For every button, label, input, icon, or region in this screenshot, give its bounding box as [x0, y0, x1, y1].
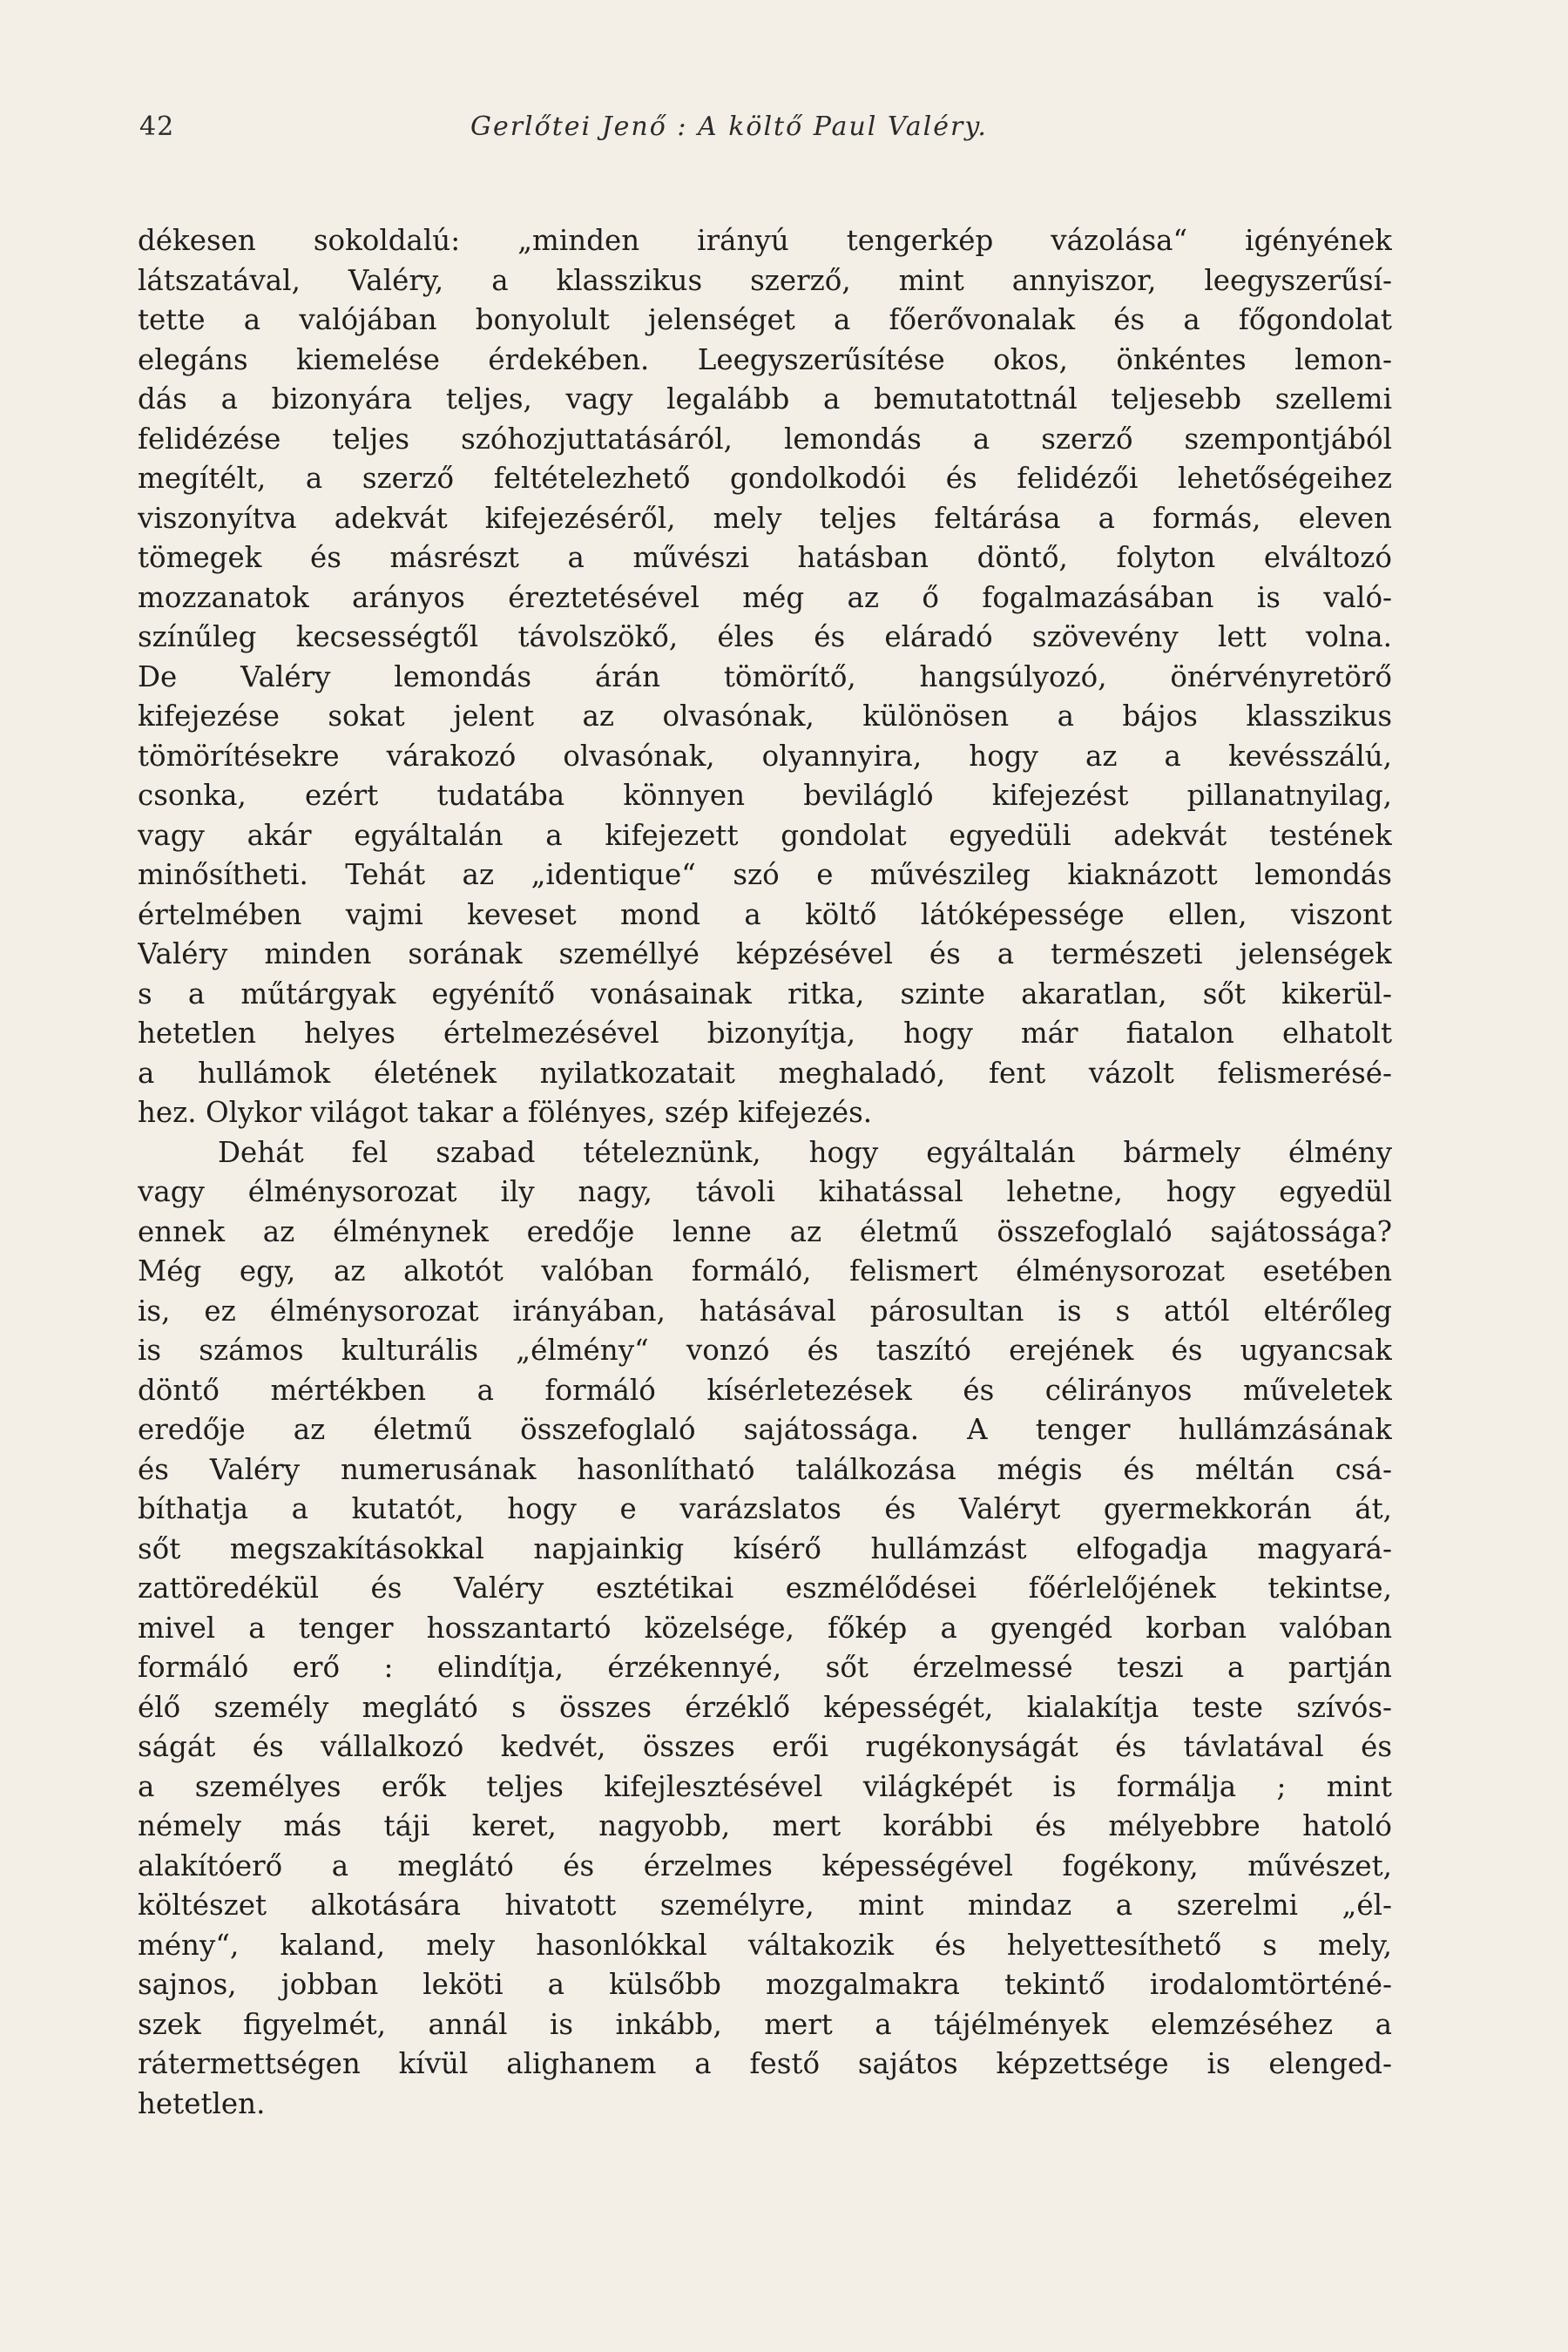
text-line: ságát és vállalkozó kedvét, összes erői rugékonyságát és távlatával és — [138, 1730, 1392, 1763]
text-line: dékesen sokoldalú: „minden irányú tengerkép vázolása“ igényének — [138, 224, 1392, 257]
text-line: hetetlen. — [138, 2086, 266, 2120]
page-number: 42 — [139, 112, 175, 142]
running-head: Gerlőtei Jenő : A költő Paul Valéry. — [470, 112, 988, 142]
text-line: vagy akár egyáltalán a kifejezett gondolat egyedüli adekvát testének — [138, 818, 1392, 852]
text-line: Még egy, az alkotót valóban formáló, felismert élménysorozat esetében — [138, 1254, 1392, 1288]
text-line: élő személy meglátó s összes érzéklő képességét, kialakítja teste szívós- — [138, 1690, 1392, 1724]
text-line: színűleg kecsességtől távolszökő, éles és eláradó szövevény lett volna. — [138, 620, 1392, 653]
text-line: a hullámok életének nyilatkozatait meghaladó, fent vázolt felismerésé- — [138, 1056, 1392, 1090]
text-line: vagy élménysorozat ily nagy, távoli kihatással lehetne, hogy egyedül — [138, 1175, 1392, 1208]
text-line: költészet alkotására hivatott személyre, mint mindaz a szerelmi „él- — [138, 1889, 1392, 1922]
text-line: s a műtárgyak egyénítő vonásainak ritka, szinte akaratlan, sőt kikerül- — [138, 977, 1392, 1010]
paragraph-2 — [138, 1133, 1392, 2125]
text-line: megítélt, a szerző feltételezhető gondolkodói és felidézői lehetőségeihez — [138, 462, 1392, 495]
text-line: mény“, kaland, mely hasonlókkal váltakozik és helyettesíthető s mely, — [138, 1928, 1392, 1962]
text-line: tömörítésekre várakozó olvasónak, olyannyira, hogy az a kevésszálú, — [138, 739, 1392, 773]
text-line: zattöredékül és Valéry esztétikai eszmélődései főérlelőjének tekintse, — [138, 1571, 1392, 1605]
text-line: és Valéry numerusának hasonlítható találkozása mégis és méltán csá- — [138, 1452, 1392, 1486]
text-line: dás a bizonyára teljes, vagy legalább a bemutatottnál teljesebb szellemi — [138, 382, 1392, 416]
text-line: Dehát fel szabad tételeznünk, hogy egyáltalán bármely élmény — [218, 1135, 1392, 1169]
text-line: kifejezése sokat jelent az olvasónak, különösen a bájos klasszikus — [138, 700, 1392, 733]
text-line: szek figyelmét, annál is inkább, mert a tájélmények elemzéséhez a — [138, 2007, 1392, 2041]
text-line: rátermettségen kívül alighanem a festő sajátos képzettsége is elenged- — [138, 2047, 1392, 2080]
text-line: elegáns kiemelése érdekében. Leegyszerűsítése okos, önkéntes lemon- — [138, 342, 1392, 376]
text-line: csonka, ezért tudatába könnyen bevilágló kifejezést pillanatnyilag, — [138, 779, 1392, 812]
text-line: értelmében vajmi keveset mond a költő látóképessége ellen, viszont — [138, 897, 1392, 931]
text-line: hez. Olykor világot takar a fölényes, szép kifejezés. — [138, 1096, 873, 1129]
text-line: mozzanatok arányos éreztetésével még az ő fogalmazásában is való- — [138, 580, 1392, 614]
text-line: is, ez élménysorozat irányában, hatásával párosultan is s attól eltérőleg — [138, 1294, 1392, 1328]
text-line: ennek az élménynek eredője lenne az életmű összefoglaló sajátossága? — [138, 1214, 1392, 1248]
text-line: tette a valójában bonyolult jelenséget a főerővonalak és a főgondolat — [138, 303, 1392, 336]
text-line: a személyes erők teljes kifejlesztésével világképét is formálja ; mint — [138, 1769, 1392, 1803]
text-line: is számos kulturális „élmény“ vonzó és taszító erejének és ugyancsak — [138, 1334, 1392, 1367]
text-line: felidézése teljes szóhozjuttatásáról, lemondás a szerző szempontjából — [138, 422, 1392, 456]
page-header — [139, 112, 1394, 155]
text-line: De Valéry lemondás árán tömörítő, hangsúlyozó, önérvényretörő — [138, 659, 1392, 693]
text-line: sajnos, jobban leköti a külsőbb mozgalmakra tekintő irodalomtörténé- — [138, 1968, 1392, 2001]
text-line: sőt megszakításokkal napjainkig kísérő hullámzást elfogadja magyará- — [138, 1531, 1392, 1565]
text-line: hetetlen helyes értelmezésével bizonyítja, hogy már fiatalon elhatolt — [138, 1017, 1392, 1050]
text-line: minősítheti. Tehát az „identique“ szó e művészileg kiaknázott lemondás — [138, 858, 1392, 891]
paragraph-1 — [138, 221, 1392, 1133]
body-text — [138, 221, 1392, 2124]
text-line: eredője az életmű összefoglaló sajátossága. A tenger hullámzásának — [138, 1413, 1392, 1446]
text-line: látszatával, Valéry, a klasszikus szerző, mint annyiszor, leegyszerűsí- — [138, 263, 1392, 297]
text-line: tömegek és másrészt a művészi hatásban döntő, folyton elváltozó — [138, 541, 1392, 574]
text-line: némely más táji keret, nagyobb, mert korábbi és mélyebbre hatoló — [138, 1809, 1392, 1842]
text-line: formáló erő : elindítja, érzékennyé, sőt érzelmessé teszi a partján — [138, 1651, 1392, 1684]
text-line: mivel a tenger hosszantartó közelsége, főkép a gyengéd korban valóban — [138, 1611, 1392, 1645]
text-line: Valéry minden sorának személlyé képzésével és a természeti jelenségek — [138, 937, 1392, 970]
text-line: viszonyítva adekvát kifejezéséről, mely teljes feltárása a formás, eleven — [138, 501, 1392, 535]
text-line: alakítóerő a meglátó és érzelmes képességével fogékony, művészet, — [138, 1848, 1392, 1882]
text-line: bíthatja a kutatót, hogy e varázslatos és Valéryt gyermekkorán át, — [138, 1492, 1392, 1525]
text-line: döntő mértékben a formáló kísérletezések és célirányos műveletek — [138, 1373, 1392, 1407]
